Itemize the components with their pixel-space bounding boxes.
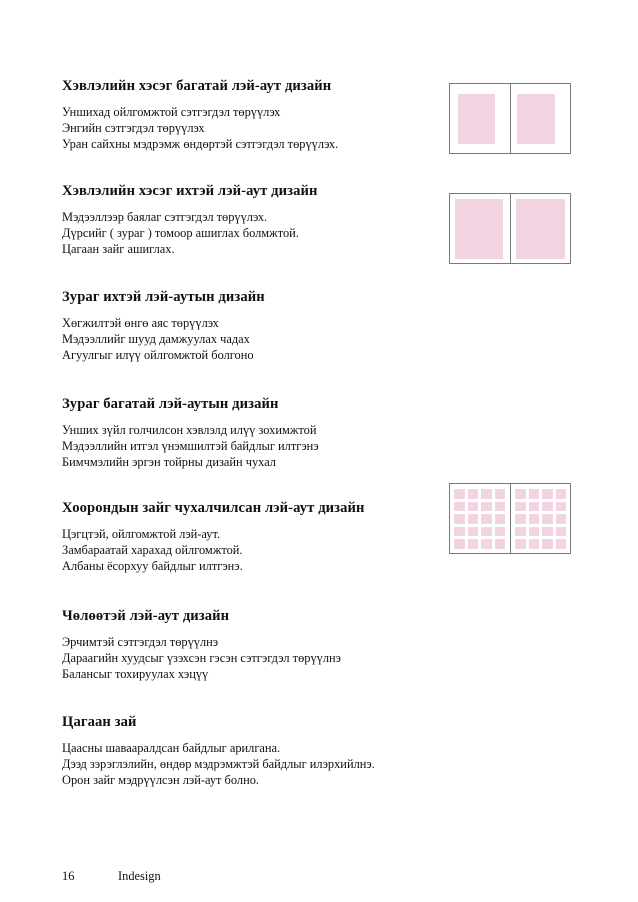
section-line: Мэдээллийг шууд дамжуулах чадах xyxy=(62,332,250,347)
section-line: Цэгцтэй, ойлгомжтой лэй-аут. xyxy=(62,527,221,541)
grid-cell xyxy=(556,539,567,549)
grid-cell xyxy=(529,527,540,537)
section-many-images-layout xyxy=(62,288,442,364)
grid-cell xyxy=(468,502,479,512)
section-title: Хоорондын зайг чухалчилсан лэй-аут дизайн xyxy=(62,500,365,516)
footer-label: Indesign xyxy=(118,869,161,883)
section-line: Дараагийн хуудсыг үзэхсэн гэсэн сэтгэгдэл төрүүлнэ xyxy=(62,651,341,666)
grid-cell xyxy=(529,514,540,524)
grid-cell xyxy=(495,539,506,549)
grid-cell xyxy=(468,489,479,499)
section-line: Дээд зэрэглэлийн, өндөр мэдрэмжтэй байдлыг илэрхийлнэ. xyxy=(62,757,375,772)
section-few-images-layout xyxy=(62,395,442,471)
grid-cell xyxy=(542,527,553,537)
section-title: Хэвлэлийн хэсэг ихтэй лэй-аут дизайн xyxy=(62,183,318,199)
grid-cell xyxy=(542,502,553,512)
spread-divider xyxy=(510,484,511,553)
grid-cell xyxy=(515,489,526,499)
grid-cell xyxy=(454,539,465,549)
section-title: Цагаан зай xyxy=(62,714,137,730)
grid-cell xyxy=(454,527,465,537)
grid-cell xyxy=(481,502,492,512)
section-spacing-layout xyxy=(62,499,442,575)
spread-divider xyxy=(510,194,511,263)
spread-thumbnail-high-print xyxy=(449,193,571,264)
section-title: Хэвлэлийн хэсэг багатай лэй-аут дизайн xyxy=(62,78,332,94)
section-line: Дүрсийг ( зураг ) томоор ашиглах болмжтой. xyxy=(62,226,299,241)
section-line: Энгийн сэтгэгдэл төрүүлэх xyxy=(62,121,205,136)
grid-cell xyxy=(495,527,506,537)
grid-block-right xyxy=(515,489,566,549)
grid-cell xyxy=(468,527,479,537)
grid-block-left xyxy=(454,489,505,549)
section-line: Унших зүйл голчилсон хэвлэлд илүү зохимжтой xyxy=(62,423,317,437)
grid-cell xyxy=(481,489,492,499)
section-low-print-layout xyxy=(62,77,442,153)
section-line: Агуулгыг илүү ойлгомжтой болгоно xyxy=(62,348,254,363)
section-line: Албаны ёсорхуу байдлыг илтгэнэ. xyxy=(62,559,243,574)
page-number: 16 xyxy=(62,869,75,883)
grid-cell xyxy=(529,502,540,512)
grid-cell xyxy=(468,539,479,549)
grid-cell xyxy=(481,539,492,549)
section-line: Эрчимтэй сэтгэгдэл төрүүлнэ xyxy=(62,635,219,649)
grid-cell xyxy=(556,514,567,524)
content-block xyxy=(458,94,495,144)
section-line: Замбараатай харахад ойлгомжтой. xyxy=(62,543,243,558)
section-line: Балансыг тохируулах хэцүү xyxy=(62,667,209,682)
grid-cell xyxy=(515,527,526,537)
section-line: Уран сайхны мэдрэмж өндөртэй сэтгэгдэл төрүүлэх. xyxy=(62,137,339,152)
grid-cell xyxy=(454,514,465,524)
section-line: Хөгжилтэй өнгө аяс төрүүлэх xyxy=(62,316,219,330)
spread-divider xyxy=(510,84,511,153)
section-title: Зураг ихтэй лэй-аутын дизайн xyxy=(62,289,265,305)
content-block xyxy=(455,199,503,259)
grid-cell xyxy=(556,527,567,537)
section-line: Мэдээллийн итгэл үнэмшилтэй байдлыг илтгэнэ xyxy=(62,439,319,454)
section-line: Бимчмэлийн эргэн тойрны дизайн чухал xyxy=(62,455,276,470)
grid-cell xyxy=(495,489,506,499)
grid-cell xyxy=(556,502,567,512)
grid-cell xyxy=(454,489,465,499)
section-line: Цаасны шавааралдсан байдлыг арилгана. xyxy=(62,741,281,755)
section-free-layout xyxy=(62,607,442,683)
spread-thumbnail-grid xyxy=(449,483,571,554)
section-high-print-layout xyxy=(62,182,442,258)
grid-cell xyxy=(542,489,553,499)
grid-cell xyxy=(454,502,465,512)
grid-cell xyxy=(495,514,506,524)
section-line: Орон зайг мэдрүүлсэн лэй-аут болно. xyxy=(62,773,259,788)
content-block xyxy=(517,94,555,144)
grid-cell xyxy=(495,502,506,512)
grid-cell xyxy=(542,539,553,549)
content-block xyxy=(516,199,565,259)
section-line: Цагаан зайг ашиглах. xyxy=(62,242,175,257)
grid-cell xyxy=(556,489,567,499)
grid-cell xyxy=(515,514,526,524)
section-title: Зураг багатай лэй-аутын дизайн xyxy=(62,396,279,412)
grid-cell xyxy=(515,502,526,512)
section-white-space xyxy=(62,713,442,789)
section-line: Уншихад ойлгомжтой сэтгэгдэл төрүүлэх xyxy=(62,105,281,119)
grid-cell xyxy=(515,539,526,549)
section-line: Мэдээллээр баялаг сэтгэгдэл төрүүлэх. xyxy=(62,210,268,224)
spread-thumbnail-low-print xyxy=(449,83,571,154)
grid-cell xyxy=(542,514,553,524)
grid-cell xyxy=(468,514,479,524)
grid-cell xyxy=(481,527,492,537)
grid-cell xyxy=(481,514,492,524)
grid-cell xyxy=(529,489,540,499)
section-title: Чөлөөтэй лэй-аут дизайн xyxy=(62,608,230,624)
grid-cell xyxy=(529,539,540,549)
